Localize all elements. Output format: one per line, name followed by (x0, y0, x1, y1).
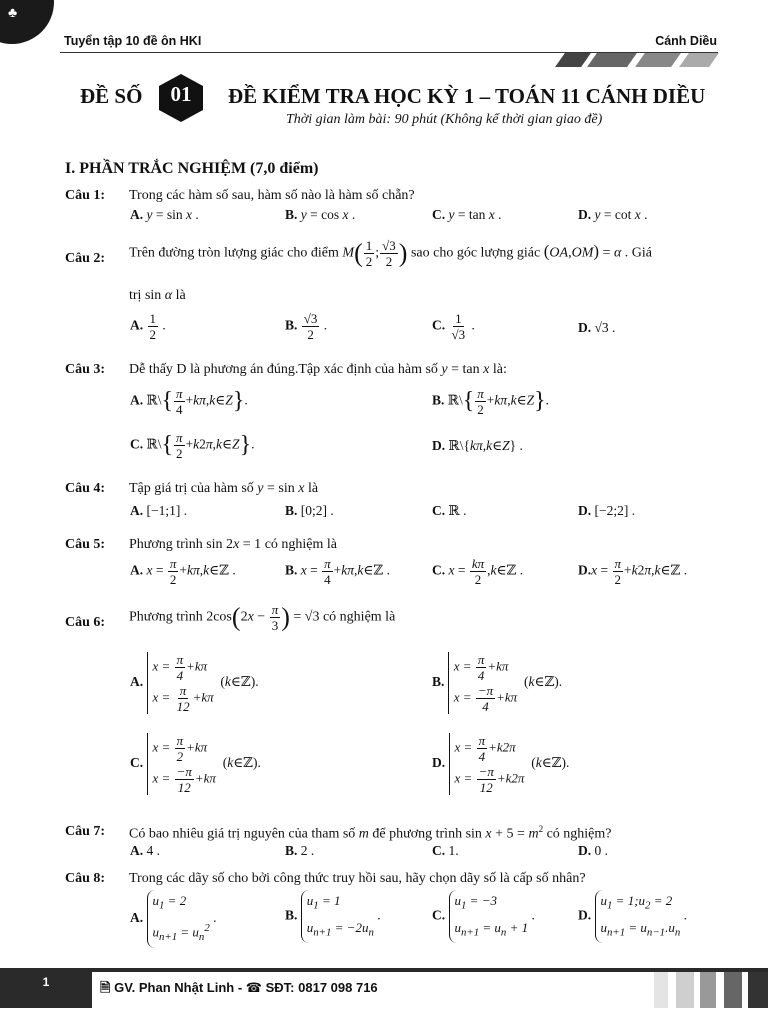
option-c: C. $\frac{1}{√3}$ . (432, 311, 475, 342)
option-letter: C. (432, 843, 446, 858)
exam-label: ĐỀ SỐ (80, 84, 143, 108)
option-letter: C. (130, 755, 144, 771)
option-d: D. 0 . (578, 843, 608, 858)
option-letter: D. (432, 438, 446, 453)
option-c: C. y = tan x . (432, 207, 502, 222)
option-c: C. $u_1 = -3$ $u_{n+1} = u_n + 1$ . (432, 890, 535, 943)
exam-number: 01 (170, 82, 192, 106)
option-b: B. y = cos x . (285, 207, 356, 222)
option-letter: D. (432, 755, 446, 771)
option-a: A. [−1;1] . (130, 503, 188, 518)
option-letter: A. (130, 562, 144, 578)
question-label: Câu 5: (65, 537, 106, 552)
option-d: D.x = $\frac{\pi}{2}$ +k2π,k∈ℤ . (578, 556, 688, 587)
option-letter: A. (130, 909, 144, 925)
option-letter: D. (578, 503, 592, 518)
option-b: B. x = $\frac{\pi}{4}$ +kπ,k∈ℤ . (285, 556, 391, 587)
option-letter: A. (130, 843, 144, 858)
exam-time: Thời gian làm bài: 90 phút (Không kể thời gian giao đề) (286, 112, 603, 127)
footer-bar (748, 972, 768, 1008)
option-b: B. $\frac{√3}{2}$ . (285, 311, 328, 342)
question-label: Câu 3: (65, 362, 106, 377)
question-label: Câu 4: (65, 481, 106, 496)
option-a: A. y = sin x . (130, 207, 199, 222)
question-label: Câu 7: (65, 824, 106, 839)
option-d: D. ℝ\{kπ,k∈Z} . (432, 438, 523, 453)
option-d: D. x = $\frac{\pi}{4}$ +k2π x = $\frac{-\pi}{12}$ +k2π (k∈ℤ). (432, 733, 570, 795)
option-a: A. $u_1 = 2$ $u_{n+1} = u_n^2$ . (130, 890, 217, 948)
option-letter: B. (285, 317, 298, 333)
option-a: A. x = $\frac{\pi}{2}$ +kπ,k∈ℤ . (130, 556, 236, 587)
question-text: Trên đường tròn lượng giác cho điểm M( $\frac{1}{2}$ ; $\frac{√3}{2}$ ) sao cho góc lượng giác (OA,OM) = α . Giá (129, 238, 653, 269)
option-b: B. [0;2] . (285, 503, 334, 518)
option-c: C. 1. (432, 843, 459, 858)
option-letter: D. (578, 207, 592, 222)
option-letter: B. (285, 562, 298, 578)
option-c: C. ℝ\{ $\frac{\pi}{2}$ +k2π,k∈Z}. (130, 430, 255, 461)
footer-bar (654, 972, 668, 1008)
option-letter: D. (578, 562, 592, 578)
page-number: 1 (42, 975, 50, 989)
footer-rule (0, 968, 768, 972)
header-stripe (679, 53, 719, 67)
option-letter: B. (285, 503, 298, 518)
question-text: Dễ thấy D là phương án đúng.Tập xác định của hàm số y = tan x là: (129, 362, 507, 377)
book-title: Cánh Diều (655, 34, 717, 48)
question-label: Câu 2: (65, 251, 106, 266)
option-a: A. 4 . (130, 843, 160, 858)
option-letter: A. (130, 674, 144, 690)
option-letter: C. (130, 436, 144, 452)
question-text: Tập giá trị của hàm số y = sin x là (129, 481, 319, 496)
series-title: Tuyển tập 10 đề ôn HKI (64, 34, 202, 48)
option-letter: D. (578, 320, 592, 335)
option-letter: D. (578, 843, 592, 858)
option-letter: D. (578, 907, 592, 923)
option-letter: C. (432, 907, 446, 923)
question-text: Phương trình sin 2x = 1 có nghiệm là (129, 537, 337, 552)
option-d: D. $u_1$ = $1;u_2 = 2$ $u_{n+1} = u_{n-1}.u_n$ . (578, 890, 687, 943)
option-d: D. y = cot x . (578, 207, 648, 222)
option-letter: C. (432, 207, 446, 222)
option-a: A. x = $\frac{\pi}{4}$ +kπ x = $\frac{\pi}{12}$ +kπ (k∈ℤ). (130, 652, 259, 714)
exam-title: ĐỀ KIỂM TRA HỌC KỲ 1 – TOÁN 11 CÁNH DIỀU (228, 84, 706, 108)
option-d: D. [−2;2] . (578, 503, 636, 518)
option-letter: B. (432, 674, 445, 690)
header-stripe (555, 53, 591, 67)
option-a: A. $\frac{1}{2}$ . (130, 311, 166, 342)
question-text: Có bao nhiêu giá trị nguyên của tham số m để phương trình $\sin x + 5 = m^2$ có nghiệm? (129, 824, 612, 842)
header-stripe (635, 53, 681, 67)
option-b: B. $u_1 = 1$ $u_{n+1} = -2u_n$ . (285, 890, 381, 943)
option-letter: C. (432, 317, 446, 333)
section-title: I. PHẦN TRẮC NGHIỆM (7,0 điểm) (65, 160, 319, 177)
option-letter: C. (432, 503, 446, 518)
question-text: Trong các hàm số sau, hàm số nào là hàm số chẵn? (129, 188, 415, 203)
option-c: C. x = $\frac{\pi}{2}$ +kπ x = $\frac{-\pi}{12}$ +kπ (k∈ℤ). (130, 733, 261, 795)
document-icon: 🗎 (100, 980, 111, 995)
option-letter: B. (285, 907, 298, 923)
option-letter: B. (285, 207, 298, 222)
tree-icon: ♣ (8, 6, 18, 21)
question-text: Trong các dãy số cho bởi công thức truy hồi sau, hãy chọn dãy số là cấp số nhân? (129, 871, 586, 886)
option-letter: A. (130, 207, 144, 222)
footer-bar (676, 972, 694, 1008)
option-letter: B. (285, 843, 298, 858)
option-letter: A. (130, 503, 144, 518)
footer-bar (724, 972, 742, 1008)
option-c: C. ℝ . (432, 503, 467, 518)
option-b: B. ℝ\{ $\frac{\pi}{2}$ +kπ,k∈Z}. (432, 386, 549, 417)
option-letter: C. (432, 562, 446, 578)
question-label: Câu 1: (65, 188, 106, 203)
option-c: C. x = $\frac{k\pi}{2}$ ,k∈ℤ . (432, 556, 524, 587)
question-label: Câu 8: (65, 871, 106, 886)
author-contact: 🗎 GV. Phan Nhật Linh - ☎ SĐT: 0817 098 716 (100, 980, 378, 995)
option-letter: A. (130, 392, 144, 408)
option-letter: A. (130, 317, 144, 333)
option-d: D. √3 . (578, 320, 616, 335)
option-b: B. 2 . (285, 843, 315, 858)
question-text: Phương trình 2cos(2x − $\frac{\pi}{3}$ ) = √3 có nghiệm là (129, 602, 396, 633)
option-a: A. ℝ\{ $\frac{\pi}{4}$ +kπ,k∈Z}. (130, 386, 248, 417)
footer-bar (700, 972, 716, 1008)
option-letter: B. (432, 392, 445, 408)
header-stripe (587, 53, 637, 67)
question-text: trị sin α là (129, 288, 186, 303)
question-label: Câu 6: (65, 615, 106, 630)
phone-icon: ☎ (245, 980, 262, 995)
option-b: B. x = $\frac{\pi}{4}$ +kπ x = $\frac{-\pi}{4}$ +kπ (k∈ℤ). (432, 652, 563, 714)
